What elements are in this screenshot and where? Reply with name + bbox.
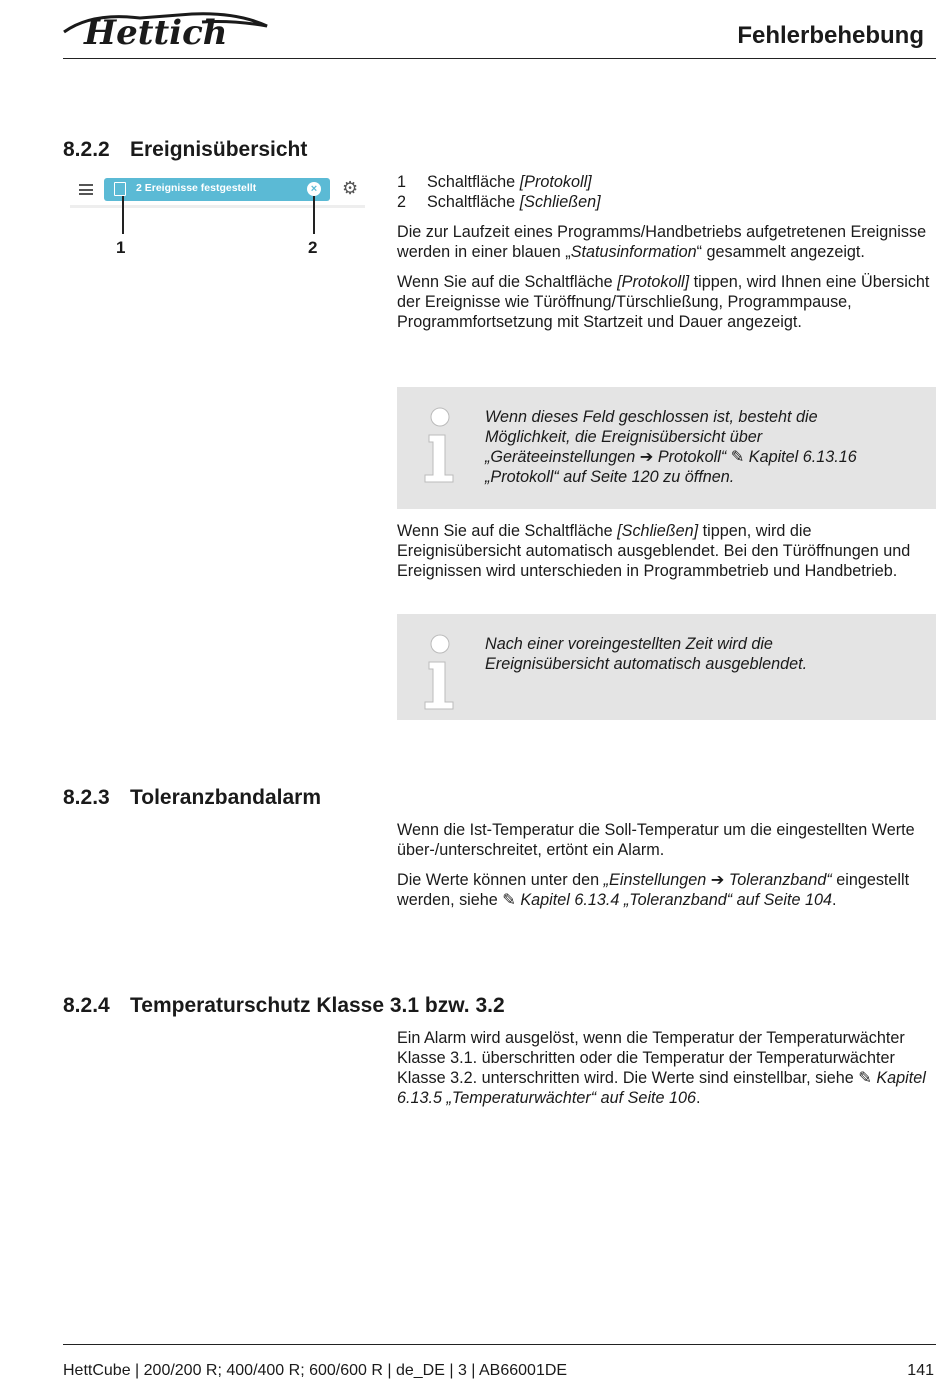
- legend: [397, 172, 933, 212]
- paragraph: Ein Alarm wird ausgelöst, wenn die Temperatur der Temperaturwächter Klasse 3.1. überschritten oder die Temperatur der Temperaturwächter Klasse 3.2. unterschritten wird. Die Werte sind einstellbar, siehe ✎ Kapitel 6.13.5 „Temperaturwächter“ auf Seite 106.: [397, 1029, 926, 1107]
- info-icon: [423, 632, 457, 710]
- note-text: Wenn dieses Feld geschlossen ist, besteht die Möglichkeit, die Ereignisübersicht über „Geräteeinstellungen ➔ Protokoll“ ✎ Kapitel 6.13.16 „Protokoll“ auf Seite 120 zu öffnen.: [485, 408, 857, 486]
- legend-item: 1 Schaltfläche [Protokoll]: [397, 173, 592, 191]
- heading-8-2-3: [63, 786, 321, 810]
- banner-text: 2 Ereignisse festgestellt: [136, 182, 257, 194]
- section-824-body: [397, 1028, 933, 1118]
- section-header-title: Fehlerbehebung: [737, 22, 924, 49]
- gear-icon[interactable]: ⚙: [342, 178, 359, 198]
- paragraph: Wenn die Ist-Temperatur die Soll-Temperatur um die eingestellten Werte über-/unterschreitet, ertönt ein Alarm.: [397, 821, 915, 859]
- info-icon: [423, 405, 457, 483]
- status-information-banner[interactable]: [104, 178, 330, 201]
- heading-number: 8.2.3: [63, 786, 110, 809]
- callout-line-1: [122, 196, 124, 234]
- footer-text: HettCube | 200/200 R; 400/400 R; 600/600 R | de_DE | 3 | AB66001DE: [63, 1362, 568, 1379]
- protocol-button-icon[interactable]: [114, 182, 126, 196]
- header-rule: [63, 58, 936, 59]
- bar-shadow: [70, 205, 365, 208]
- heading-title: Temperaturschutz Klasse 3.1 bzw. 3.2: [130, 994, 505, 1017]
- logo-text: Hettich: [84, 13, 228, 48]
- section-822-body: [397, 172, 933, 342]
- paragraph: Wenn Sie auf die Schaltfläche [Schließen] tippen, wird die Ereignisübersicht automatisch ausgeblendet. Bei den Türöffnungen und Ereignissen wird unterschieden in Programmbetrieb und Handbetrieb.: [397, 522, 911, 580]
- paragraph: Die zur Laufzeit eines Programms/Handbetriebs aufgetretenen Ereignisse werden in einer blauen „Statusinformation“ gesammelt angezeigt.: [397, 223, 927, 261]
- heading-8-2-4: [63, 994, 505, 1018]
- cross-reference-link[interactable]: ✎ Kapitel 6.13.5 „Temperaturwächter“ auf Seite 106: [397, 1069, 926, 1107]
- heading-title: Toleranzbandalarm: [130, 786, 321, 809]
- paragraph: Wenn Sie auf die Schaltfläche [Protokoll] tippen, wird Ihnen eine Übersicht der Ereignisse wie Türöffnung/Türschließung, Programmpause, Programmfortsetzung mit Startzeit und Dauer angezeigt.: [397, 273, 930, 331]
- heading-number: 8.2.4: [63, 994, 110, 1017]
- heading-number: 8.2.2: [63, 138, 110, 161]
- heading-title: Ereignisübersicht: [130, 138, 308, 161]
- legend-item: 2 Schaltfläche [Schließen]: [397, 193, 601, 211]
- callout-1: 1: [116, 238, 126, 257]
- section-823-body: [397, 820, 933, 920]
- callout-2: 2: [308, 238, 318, 257]
- close-icon[interactable]: ×: [307, 182, 321, 196]
- page-number: 141: [907, 1362, 934, 1379]
- hamburger-icon: [79, 184, 93, 195]
- paragraph: Die Werte können unter den „Einstellungen ➔ Toleranzband“ eingestellt werden, siehe ✎ Kapitel 6.13.4 „Toleranzband“ auf Seite 104.: [397, 871, 910, 909]
- callout-line-2: [313, 196, 315, 234]
- status-bar-screenshot: [70, 172, 365, 208]
- footer-rule: [63, 1344, 936, 1345]
- cross-reference-link[interactable]: ✎ Kapitel 6.13.4 „Toleranzband“ auf Seite 104: [502, 891, 833, 909]
- info-note: [397, 614, 936, 720]
- section-822-body-2: [397, 521, 933, 591]
- info-note: [397, 387, 936, 509]
- heading-8-2-2: [63, 138, 307, 162]
- hettich-logo: [62, 8, 272, 48]
- note-text: Nach einer voreingestellten Zeit wird die Ereignisübersicht automatisch ausgeblendet.: [485, 635, 808, 673]
